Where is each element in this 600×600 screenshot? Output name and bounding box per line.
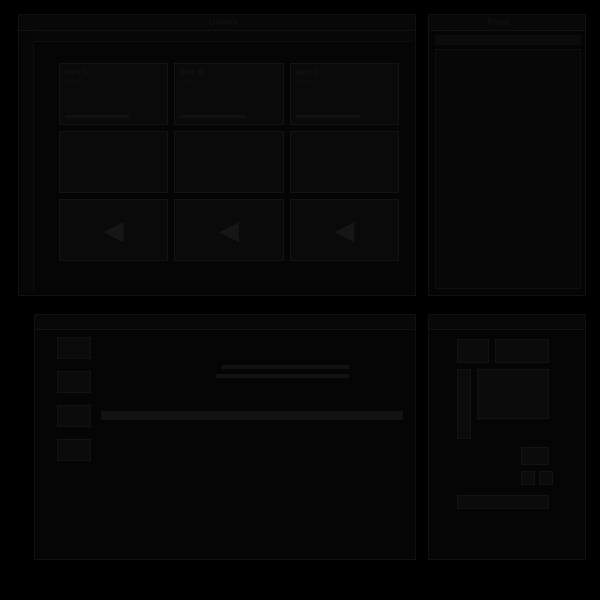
content-spacer <box>101 337 403 365</box>
sidebar-item[interactable] <box>57 371 91 393</box>
card-bar <box>180 115 244 118</box>
small-box[interactable] <box>495 339 549 363</box>
vertical-ruler <box>21 41 34 291</box>
small-window-titlebar[interactable] <box>429 315 585 330</box>
content-line <box>216 374 349 378</box>
small-box[interactable] <box>457 369 471 439</box>
card-grid-window[interactable] <box>18 14 416 296</box>
card-grid-titlebar[interactable] <box>19 15 415 31</box>
side-window-toolbar[interactable] <box>435 35 581 45</box>
side-window[interactable] <box>428 14 586 296</box>
card-grid <box>59 63 399 261</box>
card-item[interactable] <box>174 131 283 193</box>
horizontal-ruler <box>33 31 413 42</box>
card-item[interactable] <box>174 199 283 261</box>
card-item[interactable] <box>174 63 283 125</box>
play-back-icon: ◀ <box>103 215 124 245</box>
card-item[interactable] <box>290 199 399 261</box>
sidebar-item[interactable] <box>57 337 91 359</box>
card-item[interactable] <box>59 131 168 193</box>
small-box[interactable] <box>477 369 549 419</box>
small-box[interactable] <box>521 447 549 465</box>
card-head: Item A <box>65 68 88 77</box>
card-head: Item B <box>180 68 204 77</box>
card-item[interactable] <box>59 199 168 261</box>
play-back-icon: ◀ <box>334 215 355 245</box>
sidebar-item[interactable] <box>57 439 91 461</box>
list-window-titlebar[interactable] <box>35 315 415 330</box>
list-window[interactable] <box>34 314 416 560</box>
list-window-content <box>101 337 403 549</box>
card-bar <box>65 115 129 118</box>
small-box[interactable] <box>539 471 553 485</box>
sidebar-item[interactable] <box>57 405 91 427</box>
small-box[interactable] <box>457 339 489 363</box>
small-box[interactable] <box>521 471 535 485</box>
card-sub: label <box>65 79 80 86</box>
side-window-title: Panel <box>487 17 511 27</box>
small-window[interactable] <box>428 314 586 560</box>
side-window-body[interactable] <box>435 49 581 289</box>
card-sub: label <box>295 79 311 86</box>
card-item[interactable] <box>59 63 168 125</box>
card-sub: label <box>180 79 196 86</box>
card-grid-title: Gallery <box>209 17 238 27</box>
content-line <box>222 365 349 369</box>
card-item[interactable] <box>290 63 399 125</box>
content-line-wide <box>101 411 403 420</box>
card-head: Item C <box>295 68 320 77</box>
card-item[interactable] <box>290 131 399 193</box>
play-back-icon: ◀ <box>218 215 239 245</box>
list-window-sidebar <box>57 337 91 549</box>
card-bar <box>296 115 360 118</box>
small-box[interactable] <box>457 495 549 509</box>
content-spacer <box>101 383 403 411</box>
side-window-titlebar[interactable] <box>429 15 585 31</box>
